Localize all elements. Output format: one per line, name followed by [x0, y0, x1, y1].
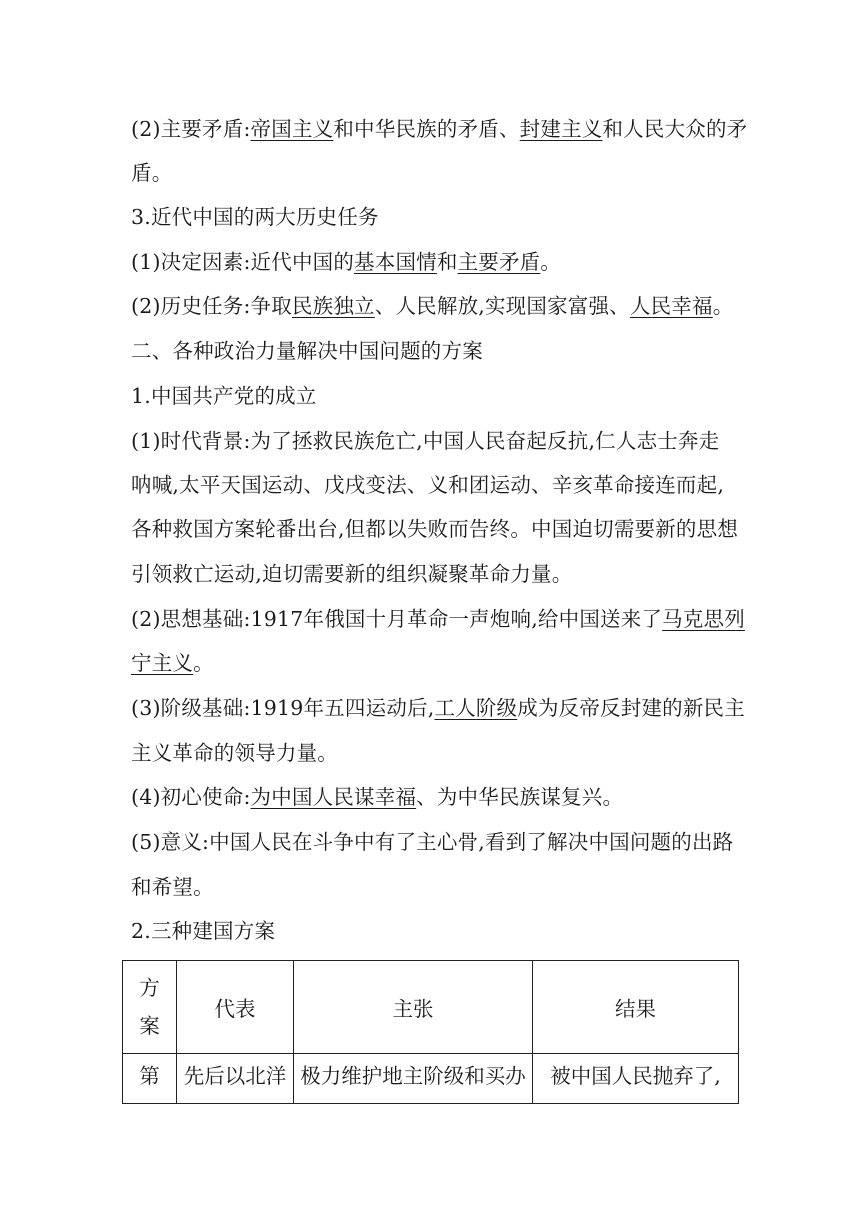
text-line: 主义革命的领导力量。: [131, 741, 338, 765]
paragraph-main-contradiction: (2)主要矛盾:帝国主义和中华民族的矛盾、封建主义和人民大众的矛: [131, 117, 748, 141]
section-heading-plans: 二、各种政治力量解决中国问题的方案: [131, 339, 483, 363]
table-row: [123, 1054, 739, 1104]
underlined-term: 基本国情: [354, 250, 437, 274]
header-representative: 代表: [177, 961, 294, 1054]
underlined-term: 马克思列: [662, 607, 745, 631]
text-line: (5)意义:中国人民在斗争中有了主心骨,看到了解决中国问题的出路: [131, 830, 734, 854]
underlined-term: 主要矛盾: [457, 250, 541, 274]
paragraph-historical-tasks: (2)历史任务:争取民族独立、人民解放,实现国家富强、人民幸福。: [131, 294, 734, 318]
text-line: 和希望。: [131, 875, 214, 899]
header-proposal: 主张: [294, 961, 533, 1054]
underlined-term: 宁主义: [131, 651, 194, 675]
table-header-row: [123, 961, 739, 1054]
paragraph-mission: (4)初心使命:为中国人民谋幸福、为中华民族谋复兴。: [131, 785, 624, 809]
table-cell: 极力维护地主阶级和买办: [294, 1054, 533, 1104]
text-line: 各种救国方案轮番出台,但都以失败而告终。中国迫切需要新的思想: [131, 517, 739, 541]
table-cell: 先后以北洋: [177, 1054, 294, 1104]
paragraph-deciding-factors: (1)决定因素:近代中国的基本国情和主要矛盾。: [131, 250, 562, 274]
paragraph-ideological-basis: (2)思想基础:1917年俄国十月革命一声炮响,给中国送来了马克思列: [131, 607, 745, 631]
underlined-term: 工人阶级: [434, 696, 518, 720]
underlined-term: 为中国人民谋幸福: [250, 785, 417, 809]
subsection-heading-cpc: 1.中国共产党的成立: [131, 384, 317, 408]
text-line: 宁主义。: [131, 651, 214, 675]
text-line: 引领救亡运动,迫切需要新的组织凝聚革命力量。: [131, 562, 573, 586]
underlined-term: 封建主义: [519, 117, 603, 141]
paragraph-class-basis: (3)阶级基础:1919年五四运动后,工人阶级成为反帝反封建的新民主: [131, 696, 745, 720]
text-line: 盾。: [131, 161, 173, 185]
underlined-term: 帝国主义: [250, 117, 334, 141]
table-cell: 第: [123, 1054, 177, 1104]
text-line: 呐喊,太平天国运动、戊戌变法、义和团运动、辛亥革命接连而起,: [131, 473, 725, 497]
header-result: 结果: [533, 961, 739, 1054]
underlined-term: 人民幸福: [629, 294, 713, 318]
text-line: (1)时代背景:为了拯救民族危亡,中国人民奋起反抗,仁人志士奔走: [131, 429, 720, 453]
section-heading-tasks: 3.近代中国的两大历史任务: [131, 205, 379, 229]
header-plan: 方 案: [123, 961, 177, 1054]
subsection-heading-three-plans: 2.三种建国方案: [131, 919, 276, 943]
table-cell: 被中国人民抛弃了,: [533, 1054, 739, 1104]
plans-table: [122, 960, 739, 1104]
underlined-term: 民族独立: [291, 294, 375, 318]
